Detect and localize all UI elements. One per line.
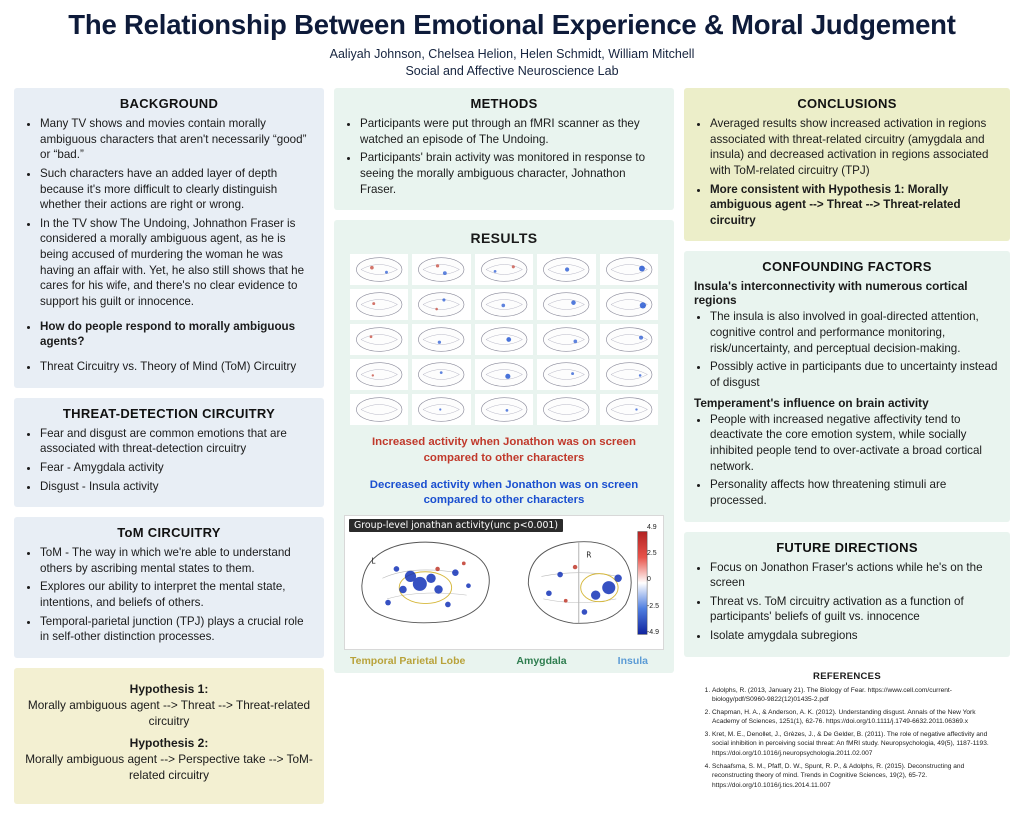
background-title: BACKGROUND — [119, 96, 219, 111]
brain-slice — [350, 324, 408, 355]
confounding-title: CONFOUNDING FACTORS — [762, 259, 932, 275]
list-item: • Fear and disgust are common emotions that are associated with threat-detection circuitry — [40, 426, 314, 457]
list-item: 3. Kret, M. E., Denollet, J., Grèzes, J., & De Gelder, B. (2011). The role of negative affectivity and social inhibition in perceiving social threat: An fMRI study. Neuropsychologia, 49(5), 1187-1193. https://doi.org/10.1016/j.neuropsychologia.2011.02.007 — [712, 730, 1000, 759]
list-item: • Personality affects how threatening stimuli are processed. — [710, 477, 1000, 508]
brain-slice — [537, 254, 595, 285]
methods-panel — [334, 88, 674, 210]
svg-text:R: R — [586, 550, 592, 560]
conclusions-title: CONCLUSIONS — [797, 96, 897, 111]
left-column — [14, 88, 324, 814]
confounding-subhead-1: Insula's interconnectivity with numerous cortical regions — [694, 279, 968, 308]
confounding-bullets-2 — [694, 412, 1000, 509]
hypothesis-2-body: Morally ambiguous agent --> Perspective take --> ToM-related circuitry — [25, 751, 313, 782]
brain-slice — [537, 394, 595, 425]
references-title: REFERENCES — [813, 670, 881, 682]
background-panel — [14, 88, 324, 388]
results-panel — [334, 220, 674, 673]
list-item: • Participants were put through an fMRI scanner as they watched an episode of The Undoing. — [360, 116, 664, 147]
list-item: • Possibly active in participants due to uncertainty instead of disgust — [710, 359, 1000, 390]
list-item: • Many TV shows and movies contain morally ambiguous characters that aren't necessarily “good” or “bad.” — [40, 116, 314, 163]
page-title: The Relationship Between Emotional Experience & Moral Judgement — [68, 9, 956, 40]
tom-panel — [14, 517, 324, 658]
middle-column — [334, 88, 674, 683]
list-item: • Isolate amygdala subregions — [710, 628, 1000, 644]
list-item: • Participants' brain activity was monitored in response to seeing the morally ambiguous character, Johnathon Fraser. — [360, 150, 664, 197]
list-item: • Fear - Amygdala activity — [40, 460, 314, 476]
brain-slice — [600, 359, 658, 390]
list-item: • Focus on Jonathon Fraser's actions while he's on the screen — [710, 560, 1000, 591]
hypotheses-panel — [14, 668, 324, 804]
brain-slice — [412, 324, 470, 355]
list-item: 4. Schaafsma, S. M., Pfaff, D. W., Spunt, R. P., & Adolphs, R. (2015). Deconstructing and reconstructing theory of mind. Trends in Cognitive Sciences, 19(2), 65-72. https://doi.org/10.1016/j.tics.2014.11.007 — [712, 762, 1000, 791]
conclusions-panel — [684, 88, 1010, 241]
lab-affiliation: Social and Affective Neuroscience Lab — [405, 64, 619, 79]
hypothesis-2-title: Hypothesis 2: — [129, 735, 209, 750]
glass-brain-svg — [345, 516, 663, 649]
brain-slice — [412, 289, 470, 320]
author-list: Aaliyah Johnson, Chelsea Helion, Helen Schmidt, William Mitchell — [329, 47, 695, 62]
roi-label-temporal-parietal-lobe: Temporal Parietal Lobe — [350, 654, 466, 667]
glass-brain-figure — [344, 515, 664, 650]
brain-slice — [350, 359, 408, 390]
tom-bullets — [24, 545, 314, 645]
svg-text:L: L — [371, 556, 376, 566]
poster-columns — [14, 88, 1010, 814]
confounding-subhead-2: Temperament's influence on brain activity — [694, 395, 929, 410]
legend-decreased-activity: Decreased activity when Jonathon was on screen compared to other characters — [369, 478, 639, 507]
figure-caption: Group-level jonathan activity(unc p<0.001) — [349, 519, 563, 532]
list-item: • Disgust - Insula activity — [40, 479, 314, 495]
list-item: • How do people respond to morally ambiguous agents? — [40, 319, 314, 350]
conclusions-bullets — [694, 116, 1000, 228]
right-column — [684, 88, 1010, 813]
brain-slice — [537, 289, 595, 320]
hypothesis-1-title: Hypothesis 1: — [129, 682, 209, 697]
hypothesis-1-body: Morally ambiguous agent --> Threat --> Threat-related circuitry — [27, 698, 311, 728]
confounding-panel — [684, 251, 1010, 521]
list-item: • Threat vs. ToM circuitry activation as a function of participants' beliefs of guilt vs. innocence — [710, 594, 1000, 625]
list-item: • ToM - The way in which we're able to understand others by ascribing mental states to them. — [40, 545, 314, 576]
list-item: • Such characters have an added layer of depth because it's more difficult to clearly distinguish whether their actions are right or wrong. — [40, 166, 314, 213]
brain-slice — [412, 394, 470, 425]
list-item: • Threat Circuitry vs. Theory of Mind (ToM) Circuitry — [40, 359, 314, 375]
brain-slice — [412, 254, 470, 285]
brain-slice — [475, 254, 533, 285]
list-item: • In the TV show The Undoing, Johnathon Fraser is considered a morally ambiguous agent, as he is being accused of murdering the woman he was having an affair with. Yet, he also still shows that he cares for his wife, and there's no clear evidence to support his guilt or innocence. — [40, 216, 314, 310]
threat-bullets — [24, 426, 314, 495]
list-item: • The insula is also involved in goal-directed attention, cognitive control and performance monitoring, risk/uncertainty, and perceptual decision-making. — [710, 309, 1000, 356]
roi-legend — [344, 650, 664, 667]
brain-slice — [600, 254, 658, 285]
brain-slice — [412, 359, 470, 390]
brain-slice — [600, 289, 658, 320]
future-directions-bullets — [694, 560, 1000, 644]
colorbar-ticks — [647, 524, 659, 636]
roi-label-insula: Insula — [617, 654, 648, 667]
colorbar-tick: 4.9 — [646, 523, 657, 531]
list-item: 1. Adolphs, R. (2013, January 21). The Biology of Fear. https://www.cell.com/current-biology/pdf/S0960-9822(12)01435-2.pdf — [712, 686, 1000, 705]
future-directions-title: FUTURE DIRECTIONS — [776, 539, 918, 555]
tom-title: ToM CIRCUITRY — [117, 525, 221, 541]
list-item: • Averaged results show increased activation in regions associated with threat-related circuitry (amygdala and insula) and decreased activation in regions associated with ToM-related circuitry (TPJ) — [710, 116, 1000, 179]
confounding-bullets-1 — [694, 309, 1000, 390]
roi-label-amygdala: Amygdala — [516, 654, 567, 667]
legend-increased-activity: Increased activity when Jonathon was on screen compared to other characters — [372, 436, 636, 464]
colorbar-tick: 2.5 — [646, 550, 657, 558]
background-bullets — [24, 116, 314, 375]
brain-slice — [475, 289, 533, 320]
brain-slice — [350, 289, 408, 320]
brain-slice-grid — [344, 254, 664, 425]
references-panel — [684, 667, 1010, 803]
results-title: RESULTS — [470, 230, 538, 247]
list-item: • Temporal-parietal junction (TPJ) plays a crucial role in self-other distinction processes. — [40, 614, 314, 645]
brain-slice — [537, 324, 595, 355]
list-item: • People with increased negative affectivity tend to deactivate the core emotion system, while socially inhibited people tend to over-activate a broad cortical network. — [710, 412, 1000, 475]
brain-slice — [475, 324, 533, 355]
brain-slice — [475, 394, 533, 425]
methods-bullets — [344, 116, 664, 197]
colorbar-tick: -2.5 — [646, 602, 659, 610]
threat-title: THREAT-DETECTION CIRCUITRY — [62, 405, 276, 421]
brain-slice — [600, 394, 658, 425]
brain-slice — [350, 254, 408, 285]
list-item: 2. Chapman, H. A., & Anderson, A. K. (2012). Understanding disgust. Annals of the New York Academy of Sciences, 1251(1), 62-76. https://doi.org/10.1111/j.1749-6632.2011.06369.x — [712, 708, 1000, 727]
future-directions-panel — [684, 532, 1010, 657]
list-item: • More consistent with Hypothesis 1: Morally ambiguous agent --> Threat --> Threat-related circuitry — [710, 182, 1000, 229]
list-item: • Explores our ability to interpret the mental state, intentions, and beliefs of others. — [40, 579, 314, 610]
brain-slice — [537, 359, 595, 390]
brain-slice — [350, 394, 408, 425]
threat-panel — [14, 398, 324, 508]
references-list — [694, 686, 1000, 790]
colorbar-tick: 0 — [646, 576, 651, 584]
brain-slice — [475, 359, 533, 390]
brain-slice — [600, 324, 658, 355]
methods-title: METHODS — [470, 96, 538, 111]
colorbar-tick: -4.9 — [646, 628, 659, 636]
